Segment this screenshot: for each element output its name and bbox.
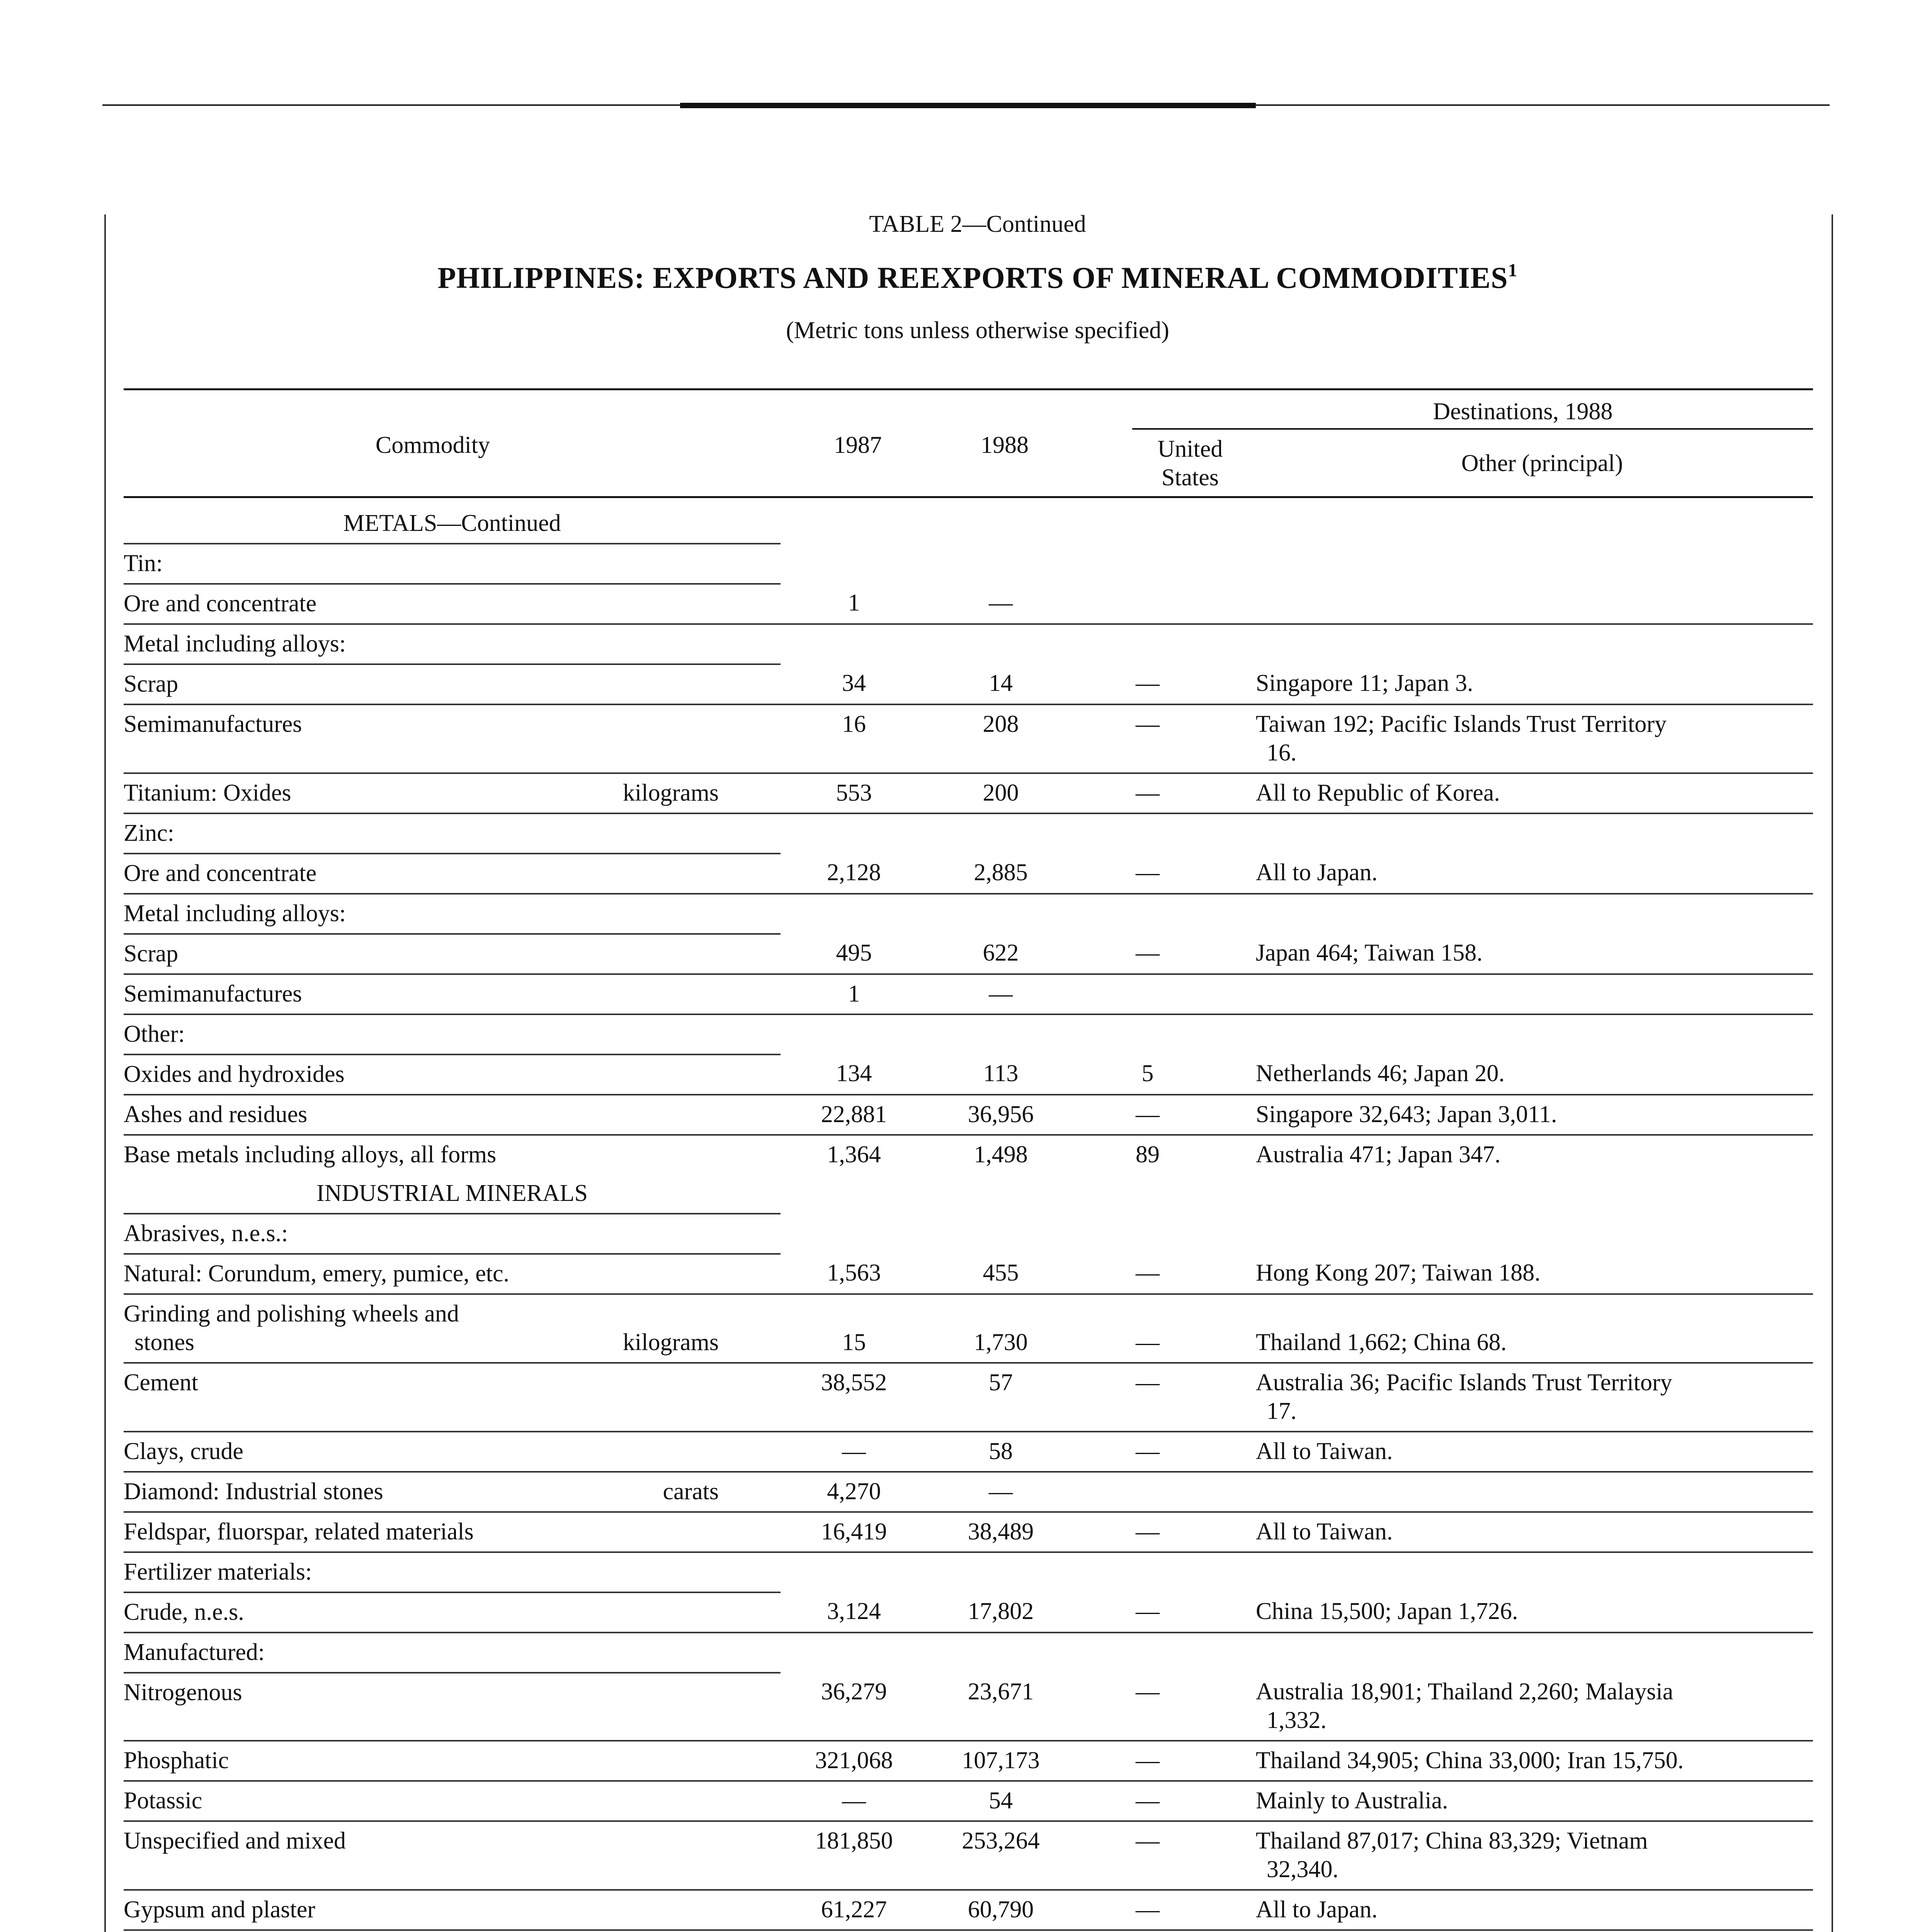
value-1988: 208 (927, 704, 1074, 773)
table-row (124, 1552, 1813, 1592)
value-other: All to Japan. (1221, 854, 1813, 894)
value-1987: 38,552 (781, 1363, 927, 1432)
commodity-name: Natural: Corundum, emery, pumice, etc. (124, 1254, 781, 1294)
value-1987: 34 (781, 664, 927, 704)
value-1988: 36,956 (927, 1095, 1074, 1135)
table-row (124, 1592, 1813, 1633)
header-united-states (1121, 435, 1260, 492)
table-row (124, 974, 1813, 1014)
table-row (124, 1633, 1813, 1673)
table-row (124, 1294, 1813, 1363)
value-1988: 622 (927, 934, 1074, 974)
left-margin-line (104, 214, 106, 1932)
commodity-name: Metal including alloys: (124, 894, 781, 934)
value-1988: 38,489 (927, 1512, 1074, 1552)
value-1987: 553 (781, 773, 927, 813)
title-footnote-marker: 1 (1508, 260, 1518, 281)
commodity-name: Feldspar, fluorspar, related materials (124, 1512, 781, 1552)
commodity-name: Crude, n.e.s. (124, 1592, 781, 1633)
table-row (124, 1673, 1813, 1741)
table-row (124, 624, 1813, 664)
table-row (124, 1432, 1813, 1472)
value-us: — (1074, 1781, 1221, 1821)
value-us: — (1074, 1254, 1221, 1294)
value-other: All to Taiwan. (1221, 1512, 1813, 1552)
value-other (1221, 1821, 1813, 1890)
table-row (124, 1363, 1813, 1432)
value-1988: 54 (927, 1781, 1074, 1821)
commodity-name: Fertilizer materials: (124, 1552, 781, 1592)
value-1987: 495 (781, 934, 927, 974)
commodity-name: Zinc: (124, 813, 781, 854)
value-1987: 16,419 (781, 1512, 927, 1552)
table-row (124, 1781, 1813, 1821)
unit-label: kilograms (623, 780, 719, 806)
value-1988: 60,790 (927, 1890, 1074, 1930)
value-1987: 3,124 (781, 1592, 927, 1633)
value-1988: 455 (927, 1254, 1074, 1294)
value-1988: 200 (927, 773, 1074, 813)
value-other: Japan 464; Taiwan 158. (1221, 934, 1813, 974)
value-us: — (1074, 1294, 1221, 1363)
value-us: — (1074, 664, 1221, 704)
value-other: Thailand 34,905; China 33,000; Iran 15,750. (1221, 1741, 1813, 1781)
value-us: — (1074, 934, 1221, 974)
table-row (124, 1930, 1813, 1932)
value-1987: 134 (781, 1054, 927, 1095)
commodity-name: Base metals including alloys, all forms (124, 1141, 497, 1168)
commodity-name (124, 1472, 781, 1512)
header-top-rule (124, 388, 1813, 390)
value-1987: 36,279 (781, 1673, 927, 1741)
value-other (1221, 704, 1813, 773)
commodity-name: Ore and concentrate (124, 854, 781, 894)
commodity-name: Metal including alloys: (124, 624, 781, 664)
commodity-name-text: Diamond: Industrial stones (124, 1478, 383, 1505)
value-other: Singapore 11; Japan 3. (1221, 664, 1813, 704)
table-row (124, 1174, 1813, 1214)
value-other: Mainly to Australia. (1221, 1781, 1813, 1821)
value-us: — (1074, 854, 1221, 894)
value-other-line1: Australia 18,901; Thailand 2,260; Malaysia (1256, 1679, 1673, 1705)
commodity-name (124, 1930, 781, 1932)
value-us: 5 (1074, 1054, 1221, 1095)
table-row (124, 1472, 1813, 1512)
value-other-line2: 1,332. (1267, 1707, 1327, 1733)
value-us: — (1074, 704, 1221, 773)
value-us: 89 (1136, 1141, 1160, 1168)
commodity-name-line2 (124, 1328, 781, 1357)
table-row (124, 1014, 1813, 1054)
value-us: — (1074, 1512, 1221, 1552)
table-row (124, 544, 1813, 584)
table-row (124, 1821, 1813, 1890)
value-other (1221, 1363, 1813, 1432)
value-1987: 15 (781, 1294, 927, 1363)
value-us: — (1074, 1673, 1221, 1741)
table-row (124, 894, 1813, 934)
value-1988: — (927, 974, 1074, 1014)
value-1987: 16 (781, 704, 927, 773)
value-1987: 22,881 (781, 1095, 927, 1135)
value-1988: 17,802 (927, 1592, 1074, 1633)
value-other: China 15,500; Japan 1,726. (1221, 1592, 1813, 1633)
header-united: United (1157, 436, 1223, 462)
value-other-line1: Taiwan 192; Pacific Islands Trust Territory (1256, 711, 1667, 737)
value-1987: 4,270 (781, 1472, 927, 1512)
table-row (124, 1214, 1813, 1254)
commodity-name: Oxides and hydroxides (124, 1054, 781, 1095)
commodity-name: Semimanufactures (124, 974, 781, 1014)
value-1987: — (781, 1432, 927, 1472)
table-row (124, 1095, 1813, 1135)
commodity-name: Clays, crude (124, 1432, 781, 1472)
commodity-name: Scrap (124, 664, 781, 704)
table-row (124, 1512, 1813, 1552)
commodity-name (124, 1294, 781, 1363)
value-other-line2: 16. (1267, 740, 1297, 766)
table-units-note: (Metric tons unless otherwise specified) (786, 317, 1169, 344)
table-row (124, 813, 1813, 854)
commodity-name-line1: Grinding and polishing wheels and (124, 1301, 459, 1327)
table-row (124, 1135, 1813, 1174)
table-title-text: PHILIPPINES: EXPORTS AND REEXPORTS OF MINERAL COMMODITIES (437, 261, 1508, 294)
value-1988: 253,264 (927, 1821, 1074, 1890)
value-us: — (1074, 1363, 1221, 1432)
unit-label: carats (663, 1478, 719, 1505)
value-1987 (781, 1930, 927, 1932)
value-1988: 58 (927, 1432, 1074, 1472)
header-commodity: Commodity (375, 432, 490, 458)
value-1988: 113 (927, 1054, 1074, 1095)
commodity-name-text: Titanium: Oxides (124, 780, 291, 806)
commodity-name: Phosphatic (124, 1741, 781, 1781)
commodity-name: Ore and concentrate (124, 584, 781, 624)
value-other: All to Japan. (1221, 1890, 1813, 1930)
header-destinations-rule (1132, 428, 1813, 430)
commodity-name: Manufactured: (124, 1633, 781, 1673)
value-other-line2: 17. (1267, 1398, 1297, 1424)
commodity-name: Cement (124, 1363, 781, 1432)
value-1988: 2,885 (927, 854, 1074, 894)
value-other-line1: Australia 36; Pacific Islands Trust Territory (1256, 1369, 1672, 1396)
value-1987: 1,364 (827, 1141, 881, 1168)
commodity-name: Scrap (124, 934, 781, 974)
value-1987: 61,227 (781, 1890, 927, 1930)
table-row (124, 504, 1813, 544)
right-margin-line (1832, 214, 1833, 1932)
value-other-line1: Thailand 87,017; China 83,329; Vietnam (1256, 1828, 1648, 1854)
value-us (1074, 584, 1221, 624)
value-1987: 1 (781, 584, 927, 624)
table-row (124, 1890, 1813, 1930)
value-us: — (1074, 1592, 1221, 1633)
commodity-table (124, 504, 1813, 1932)
value-1988: 107,173 (927, 1741, 1074, 1781)
value-us: — (1074, 1741, 1221, 1781)
value-us: — (1074, 1095, 1221, 1135)
header-1988: 1988 (981, 432, 1029, 458)
value-1988: 1,730 (927, 1294, 1074, 1363)
table-row (124, 773, 1813, 813)
value-other-line2: 32,340. (1267, 1856, 1338, 1883)
value-other: Australia 471; Japan 347. (1256, 1141, 1501, 1168)
value-1988: 1,498 (974, 1141, 1028, 1168)
value-1988: — (927, 584, 1074, 624)
commodity-name: Semimanufactures (124, 704, 781, 773)
value-1988 (927, 1930, 1074, 1932)
value-1988: 14 (927, 664, 1074, 704)
value-1987: 181,850 (781, 1821, 927, 1890)
value-1987: 321,068 (781, 1741, 927, 1781)
value-us: — (1074, 1890, 1221, 1930)
value-1987: 2,128 (781, 854, 927, 894)
commodity-name: Potassic (124, 1781, 781, 1821)
header-states: States (1161, 464, 1219, 491)
commodity-name: Unspecified and mixed (124, 1821, 781, 1890)
value-other (1221, 584, 1813, 624)
table-row (124, 584, 1813, 624)
top-rule-accent (680, 103, 1256, 108)
value-1987: — (781, 1781, 927, 1821)
value-other: Netherlands 46; Japan 20. (1221, 1054, 1813, 1095)
commodity-name: Tin: (124, 544, 781, 584)
value-us: — (1074, 773, 1221, 813)
table-row (124, 1054, 1813, 1095)
commodity-name-line2-text: stones (134, 1329, 194, 1355)
commodity-name: Nitrogenous (124, 1673, 781, 1741)
table-row (124, 664, 1813, 704)
section-heading-industrial: INDUSTRIAL MINERALS (124, 1174, 781, 1214)
value-other (1221, 1673, 1813, 1741)
value-1988: — (927, 1472, 1074, 1512)
value-other: Thailand 1,662; China 68. (1221, 1294, 1813, 1363)
value-other: All to Republic of Korea. (1221, 773, 1813, 813)
table-row (124, 1254, 1813, 1294)
header-1987: 1987 (834, 432, 882, 458)
table-row (124, 1741, 1813, 1781)
value-other: Hong Kong 207; Taiwan 188. (1221, 1254, 1813, 1294)
table-row (124, 854, 1813, 894)
table-label: TABLE 2—Continued (869, 211, 1086, 237)
header-bottom-rule (124, 496, 1813, 498)
commodity-name: Gypsum and plaster (124, 1890, 781, 1930)
table-row (124, 934, 1813, 974)
commodity-name: Ashes and residues (124, 1095, 781, 1135)
value-us: — (1074, 1432, 1221, 1472)
table-title (0, 260, 1932, 295)
commodity-name (124, 773, 781, 813)
value-other: Singapore 32,643; Japan 3,011. (1221, 1095, 1813, 1135)
unit-label: kilograms (623, 1329, 719, 1355)
commodity-name: Other: (124, 1014, 781, 1054)
value-1988: 23,671 (927, 1673, 1074, 1741)
table-row (124, 704, 1813, 773)
section-heading-metals: METALS—Continued (124, 504, 781, 544)
value-other: All to Taiwan. (1221, 1432, 1813, 1472)
commodity-name: Abrasives, n.e.s.: (124, 1214, 781, 1254)
value-1987: 1 (781, 974, 927, 1014)
value-1988: 57 (927, 1363, 1074, 1432)
header-destinations: Destinations, 1988 (1433, 398, 1613, 425)
header-other-principal: Other (principal) (1461, 450, 1623, 476)
value-us: — (1074, 1821, 1221, 1890)
value-1987: 1,563 (781, 1254, 927, 1294)
